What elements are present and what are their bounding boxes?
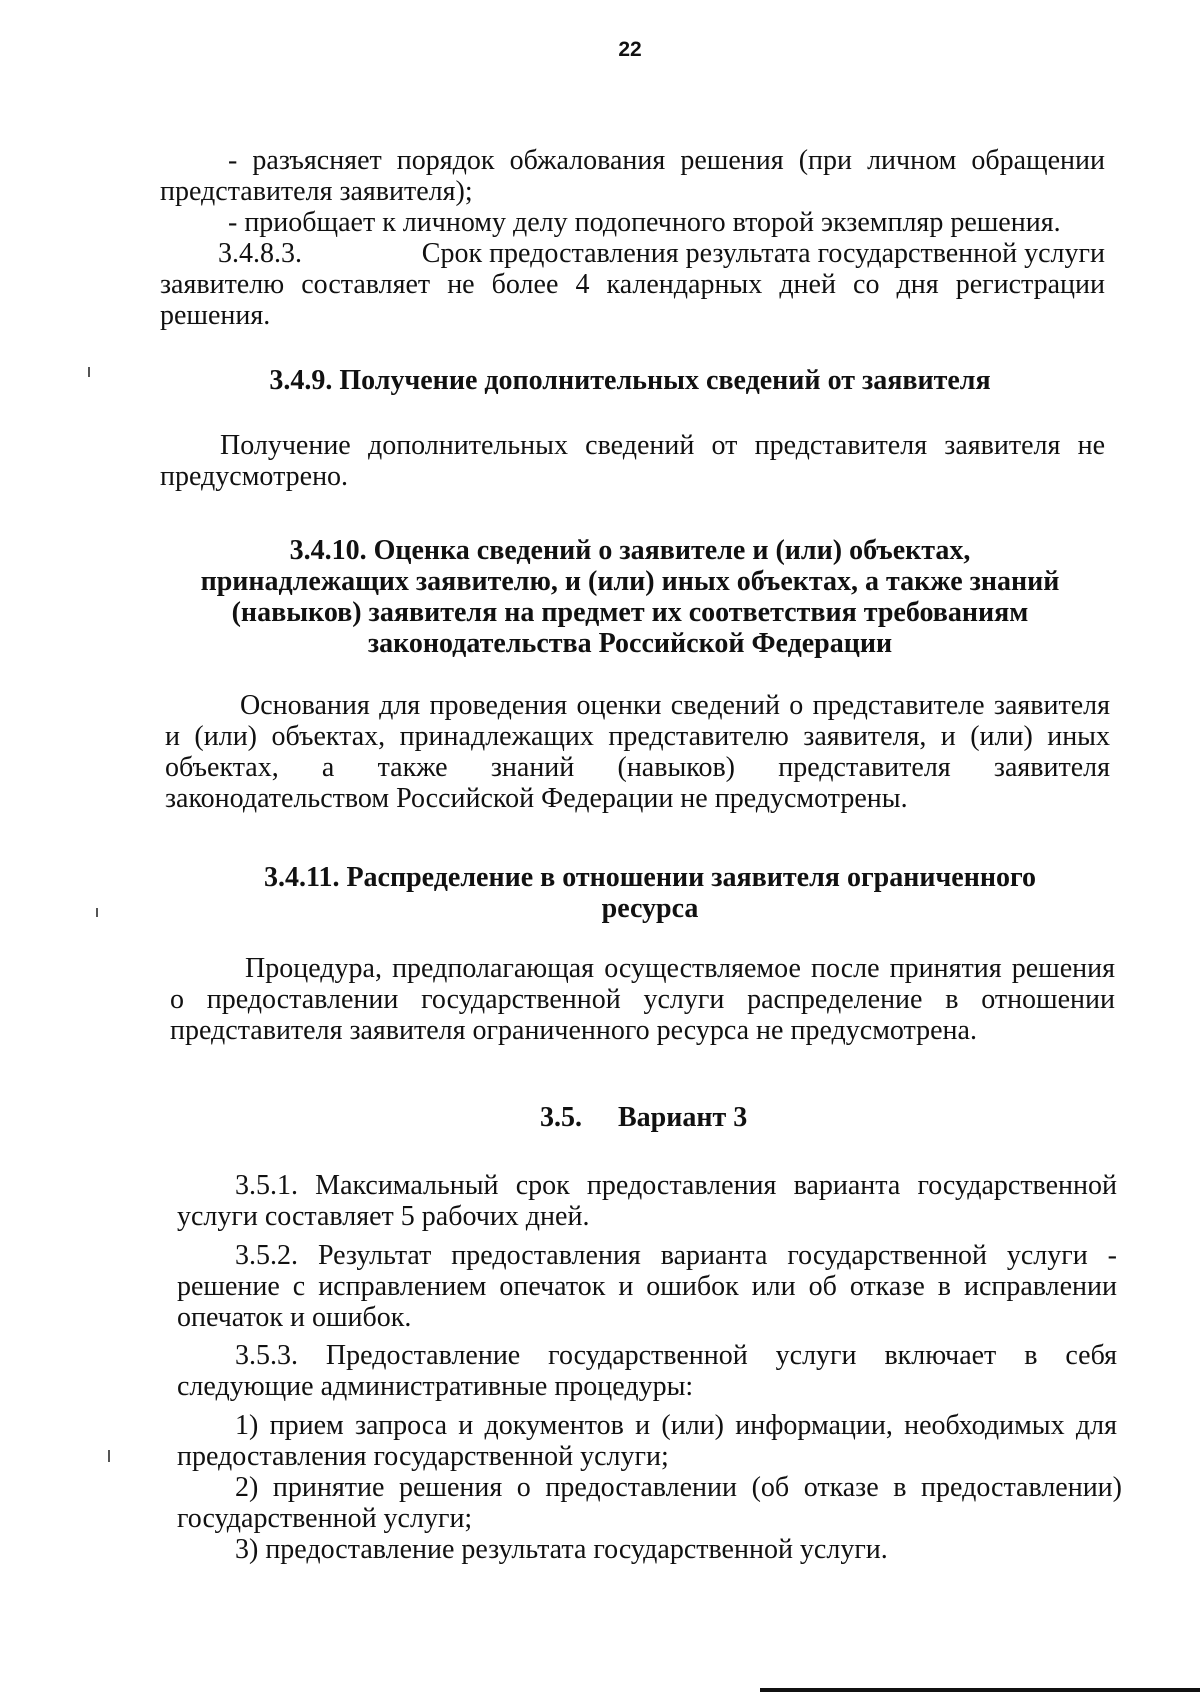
scan-speck: [108, 1450, 110, 1462]
procedure-item-2: 2) принятие решения о предоставлении (об отказе в предоставлении) государственной услуги;: [177, 1472, 1122, 1534]
paragraph-3-4-10: Основания для проведения оценки сведений о представителе заявителя и (или) объектах, принадлежащих представителю заявителя, и (или) иных объектах, а также знаний (навыков) представителя заявителя законодательством Российской Федерации не предусмотрены.: [165, 690, 1110, 814]
heading-3-5: [540, 1102, 780, 1133]
clause-3483-first-line: Срок предоставления результата государственной услуги: [421, 238, 1105, 269]
paragraph-3-4-9: Получение дополнительных сведений от представителя заявителя не предусмотрено.: [160, 430, 1105, 492]
paragraph-appeal-procedure: - разъясняет порядок обжалования решения (при личном обращении представителя заявителя);: [160, 145, 1105, 207]
heading-3-5-number: 3.5.: [540, 1102, 582, 1133]
heading-3-4-9: 3.4.9. Получение дополнительных сведений от заявителя: [269, 365, 991, 396]
heading-3-4-11: 3.4.11. Распределение в отношении заявителя ограниченного ресурса: [263, 862, 1037, 924]
item-3-5-3: 3.5.3. Предоставление государственной услуги включает в себя следующие административные процедуры:: [177, 1340, 1117, 1402]
scan-speck: [96, 908, 98, 917]
heading-3-5-title: Вариант 3: [618, 1102, 748, 1133]
procedure-item-3: 3) предоставление результата государственной услуги.: [235, 1534, 888, 1565]
heading-3-4-10: 3.4.10. Оценка сведений о заявителе и (или) объектах, принадлежащих заявителю, и (или) иных объектах, а также знаний (навыков) заявителя на предмет их соответствия требованиям законодательства Российской Федерации: [200, 535, 1060, 659]
item-3-5-1: 3.5.1. Максимальный срок предоставления варианта государственной услуги составляет 5 рабочих дней.: [177, 1170, 1117, 1232]
clause-3483-text: заявителю составляет не более 4 календарных дней со дня регистрации решения.: [160, 269, 1105, 331]
procedure-item-1: 1) прием запроса и документов и (или) информации, необходимых для предоставления государственной услуги;: [177, 1410, 1117, 1472]
scan-edge-line: [760, 1688, 1200, 1692]
page-number: 22: [618, 38, 642, 61]
paragraph-attach-decision: - приобщает к личному делу подопечного второй экземпляр решения.: [228, 207, 1061, 238]
scan-speck: [88, 367, 90, 377]
item-3-5-2: 3.5.2. Результат предоставления варианта государственной услуги - решение с исправлением опечаток и ошибок или об отказе в исправлении опечаток и ошибок.: [177, 1240, 1117, 1333]
paragraph-3-4-11: Процедура, предполагающая осуществляемое после принятия решения о предоставлении государственной услуги распределение в отношении представителя заявителя ограниченного ресурса не предусмотрена.: [170, 953, 1115, 1046]
clause-number-3483: 3.4.8.3.: [218, 238, 302, 269]
